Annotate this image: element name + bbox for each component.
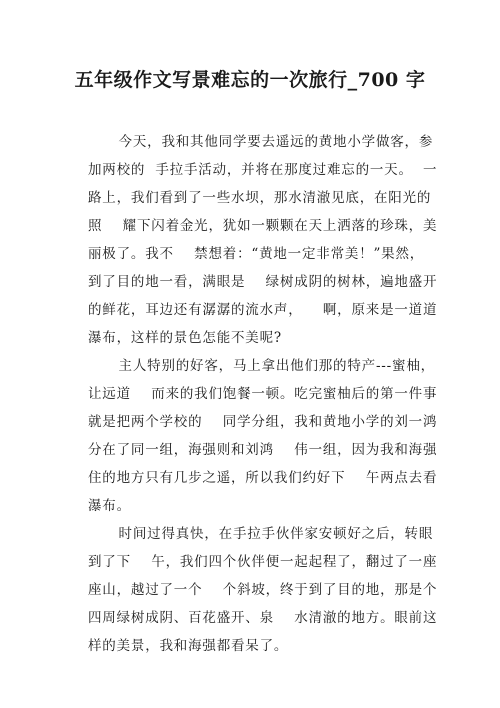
text-line: 四周绿树成阴、百花盛开、泉 水清澈的地方。眼前这 xyxy=(88,610,438,626)
document-body xyxy=(88,128,438,660)
text-line: 今天，我和其他同学要去遥远的黄地小学做客，参 xyxy=(88,134,434,150)
text-line: 让远道 而来的我们饱餐一顿。吃完蜜柚后的第一件事 xyxy=(88,386,438,402)
document-title: 五年级作文写景难忘的一次旅行_700 字 xyxy=(74,69,426,91)
text-line: 住的地方只有几步之遥，所以我们约好下 午两点去看 xyxy=(88,470,438,486)
text-line: 座山，越过了一个 个斜坡，终于到了目的地，那是个 xyxy=(88,582,438,598)
text-line: 路上，我们看到了一些水坝，那水清澈见底，在阳光的 xyxy=(88,190,432,206)
text-line: 分在了同一组，海强则和刘鸿 伟一组，因为我和海强 xyxy=(88,442,438,458)
text-line: 的鲜花，耳边还有潺潺的流水声， 啊，原来是一道道 xyxy=(88,302,438,318)
text-line: 加两校的 手拉手活动，并将在那度过难忘的一天。 一 xyxy=(88,162,438,178)
text-line: 瀑布。 xyxy=(88,498,131,514)
text-line: 照 耀下闪着金光，犹如一颗颗在天上洒落的珍珠，美 xyxy=(88,218,438,234)
text-line: 丽极了。我不 禁想着：“黄地一定非常美！”果然， xyxy=(88,246,425,262)
text-line: 到了下 午，我们四个伙伴便一起起程了，翻过了一座 xyxy=(88,554,438,570)
text-line: 就是把两个学校的 同学分组，我和黄地小学的刘一鸿 xyxy=(88,414,438,430)
text-line: 瀑布，这样的景色怎能不美呢? xyxy=(88,330,282,346)
text-line: 主人特别的好客，马上拿出他们那的特产---蜜柚， xyxy=(88,358,435,374)
text-line: 样的美景，我和海强都看呆了。 xyxy=(88,638,289,654)
text-line: 到了目的地一看，满眼是 绿树成阴的树林，遍地盛开 xyxy=(88,274,438,290)
text-line: 时间过得真快，在手拉手伙伴家安顿好之后，转眼 xyxy=(88,526,434,542)
